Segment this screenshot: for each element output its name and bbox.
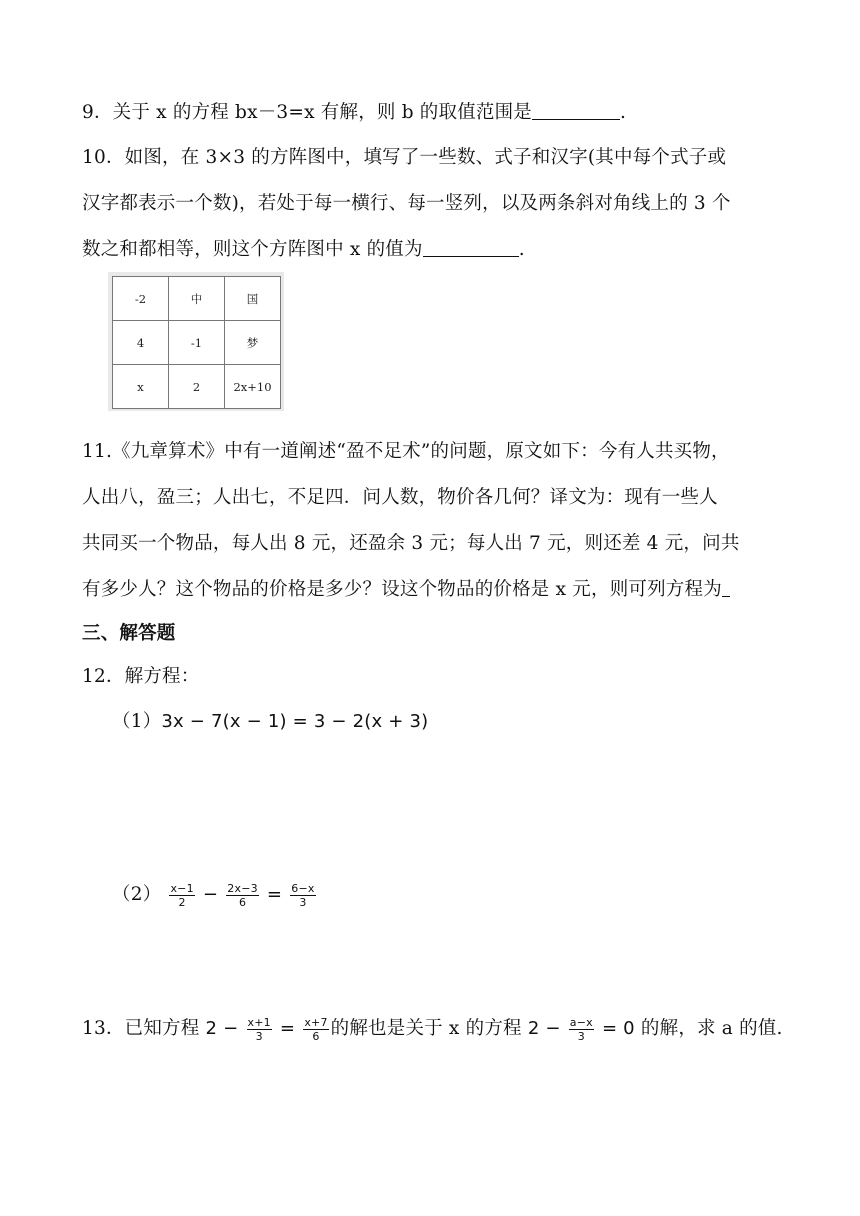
q13-line bbox=[82, 1014, 783, 1043]
q11-line2: 人出八，盈三；人出七，不足四．问人数，物价各几何？译文为：现有一些人 bbox=[82, 487, 718, 508]
q9-answer-blank[interactable] bbox=[532, 101, 620, 120]
q11-line3: 共同买一个物品，每人出 8 元，还盈余 3 元；每人出 7 元，则还差 4 元，问共 bbox=[82, 533, 740, 554]
grid-row bbox=[113, 321, 281, 365]
q9-period: . bbox=[620, 102, 627, 123]
q10-line3 bbox=[82, 235, 525, 261]
q12-part1-label: （1） bbox=[112, 711, 162, 732]
grid-cell: 梦 bbox=[225, 321, 281, 365]
equals-zero: = 0 bbox=[601, 1018, 635, 1039]
fraction: $\frac{x+7}{6}$ bbox=[304, 1015, 328, 1043]
q9-line bbox=[82, 98, 626, 124]
grid-cell: 4 bbox=[113, 321, 169, 365]
q11-line1: 11.《九章算术》中有一道阐述“盈不足术”的问题，原文如下：今有人共买物， bbox=[82, 441, 730, 462]
grid-cell: -1 bbox=[169, 321, 225, 365]
q9-text: 9．关于 x 的方程 bx－3=x 有解，则 b 的取值范围是 bbox=[82, 102, 533, 123]
grid-row bbox=[113, 365, 281, 409]
q12-part1 bbox=[112, 707, 428, 733]
grid-row bbox=[113, 277, 281, 321]
grid-cell: 2 bbox=[169, 365, 225, 409]
q12-part2-label: （2） bbox=[112, 884, 162, 905]
q10-line2: 汉字都表示一个数)，若处于每一横行、每一竖列，以及两条斜对角线上的 3 个 bbox=[82, 193, 731, 214]
fraction: $\frac{x+1}{3}$ bbox=[247, 1015, 271, 1043]
q11-line4 bbox=[82, 575, 730, 601]
q13-suffix: 的解，求 a 的值. bbox=[640, 1018, 783, 1039]
grid-cell: x bbox=[113, 365, 169, 409]
q10-period: . bbox=[518, 239, 525, 260]
fraction: $\frac{6-x}{3}$ bbox=[291, 881, 315, 909]
q13-term: 2 − bbox=[527, 1018, 561, 1039]
q12-part2 bbox=[112, 880, 318, 909]
magic-square-grid bbox=[112, 276, 281, 409]
grid-cell: -2 bbox=[113, 277, 169, 321]
q13-prefix: 13．已知方程 bbox=[82, 1018, 200, 1039]
q13-term: 2 − bbox=[205, 1018, 239, 1039]
grid-cell: 中 bbox=[169, 277, 225, 321]
q11-line4-text: 有多少人？这个物品的价格是多少？设这个物品的价格是 x 元，则可列方程为 bbox=[82, 579, 722, 600]
fraction: $\frac{2x-3}{6}$ bbox=[227, 881, 258, 909]
q10-line3-text: 数之和都相等，则这个方阵图中 x 的值为 bbox=[82, 239, 423, 260]
q12-title: 12．解方程： bbox=[82, 666, 200, 687]
section-title: 三、解答题 bbox=[82, 623, 176, 644]
magic-square-figure bbox=[108, 272, 284, 411]
q13-mid: 的解也是关于 x 的方程 bbox=[330, 1018, 522, 1039]
equals-sign: = bbox=[266, 884, 283, 905]
fraction: $\frac{x-1}{2}$ bbox=[170, 881, 194, 909]
grid-cell: 国 bbox=[225, 277, 281, 321]
q12-part1-equation: 3x − 7(x − 1) = 3 − 2(x + 3) bbox=[161, 711, 429, 732]
minus-sign: − bbox=[202, 884, 219, 905]
q10-line1: 10．如图，在 3×3 的方阵图中，填写了一些数、式子和汉字(其中每个式子或 bbox=[82, 147, 727, 168]
fraction: $\frac{a-x}{3}$ bbox=[569, 1015, 593, 1043]
q10-answer-blank[interactable] bbox=[423, 238, 519, 257]
q11-answer-blank[interactable] bbox=[722, 578, 730, 597]
grid-cell: 2x+10 bbox=[225, 365, 281, 409]
equals-sign: = bbox=[279, 1018, 296, 1039]
